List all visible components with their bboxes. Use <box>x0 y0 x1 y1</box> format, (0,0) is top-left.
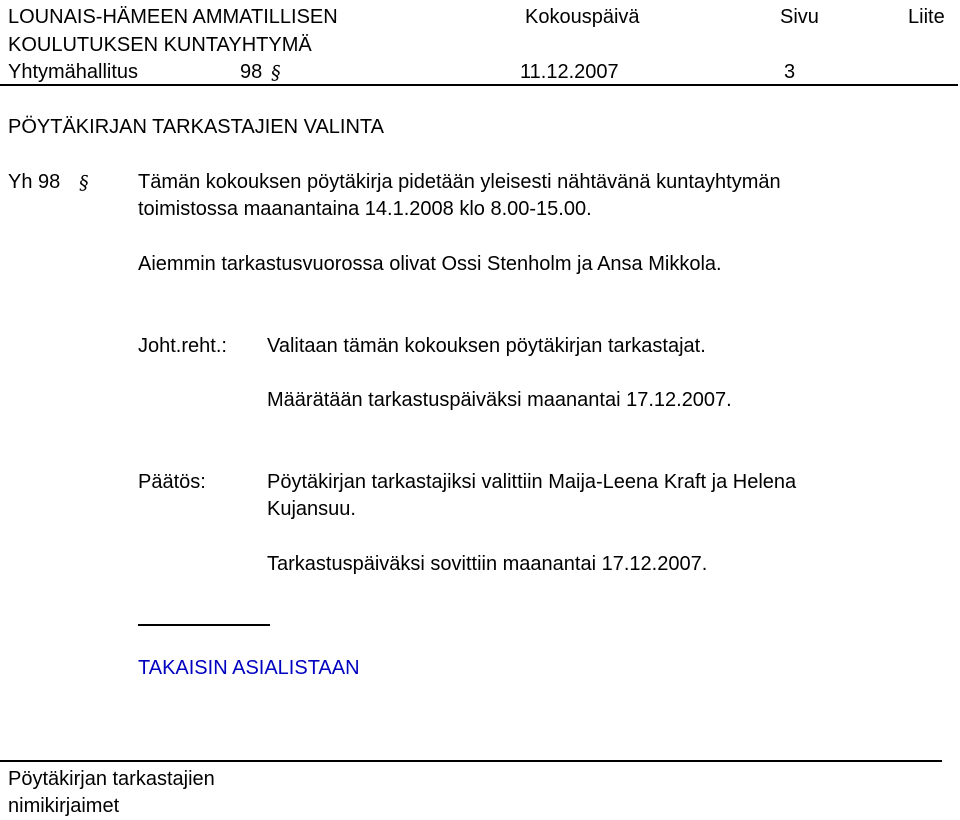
footer-divider <box>0 760 942 762</box>
meeting-date: 11.12.2007 <box>520 61 619 83</box>
proposal-text-line2: Määrätään tarkastuspäiväksi maanantai 17.12.2007. <box>267 389 732 411</box>
short-divider <box>138 624 270 626</box>
footer-initials-label-line1: Pöytäkirjan tarkastajien <box>8 768 215 790</box>
decision-text-line1: Pöytäkirjan tarkastajiksi valittiin Maija-Leena Kraft ja Helena <box>267 471 797 493</box>
footer-initials-label-line2: nimikirjaimet <box>8 795 120 817</box>
organization-name-line1: LOUNAIS-HÄMEEN AMMATILLISEN <box>8 6 338 28</box>
proposal-label: Joht.reht.: <box>138 335 227 357</box>
item-reference: Yh 98 <box>8 171 61 193</box>
previous-reviewers-text: Aiemmin tarkastusvuorossa olivat Ossi Stenholm ja Ansa Mikkola. <box>138 253 722 275</box>
meeting-date-label: Kokouspäivä <box>525 6 640 28</box>
governing-body-name: Yhtymähallitus <box>8 61 139 83</box>
proposal-text-line1: Valitaan tämän kokouksen pöytäkirjan tarkastajat. <box>267 335 706 357</box>
decision-text-line3: Tarkastuspäiväksi sovittiin maanantai 17.12.2007. <box>267 553 708 575</box>
intro-text-line1: Tämän kokouksen pöytäkirja pidetään yleisesti nähtävänä kuntayhtymän <box>138 171 781 193</box>
header-divider <box>0 84 958 86</box>
agenda-item-title: PÖYTÄKIRJAN TARKASTAJIEN VALINTA <box>8 116 385 138</box>
decision-text-line2: Kujansuu. <box>267 498 356 520</box>
page-label: Sivu <box>780 6 819 28</box>
item-section-symbol: § <box>77 172 91 194</box>
intro-text-line2: toimistossa maanantaina 14.1.2008 klo 8.00-15.00. <box>138 198 592 220</box>
back-to-agenda-link[interactable]: TAKAISIN ASIALISTAAN <box>138 657 360 679</box>
decision-label: Päätös: <box>138 471 206 493</box>
section-number: 98 <box>240 61 263 83</box>
attachment-label: Liite <box>908 6 945 28</box>
section-symbol: § <box>269 62 283 84</box>
organization-name-line2: KOULUTUKSEN KUNTAYHTYMÄ <box>8 34 312 56</box>
page-number: 3 <box>784 61 796 83</box>
